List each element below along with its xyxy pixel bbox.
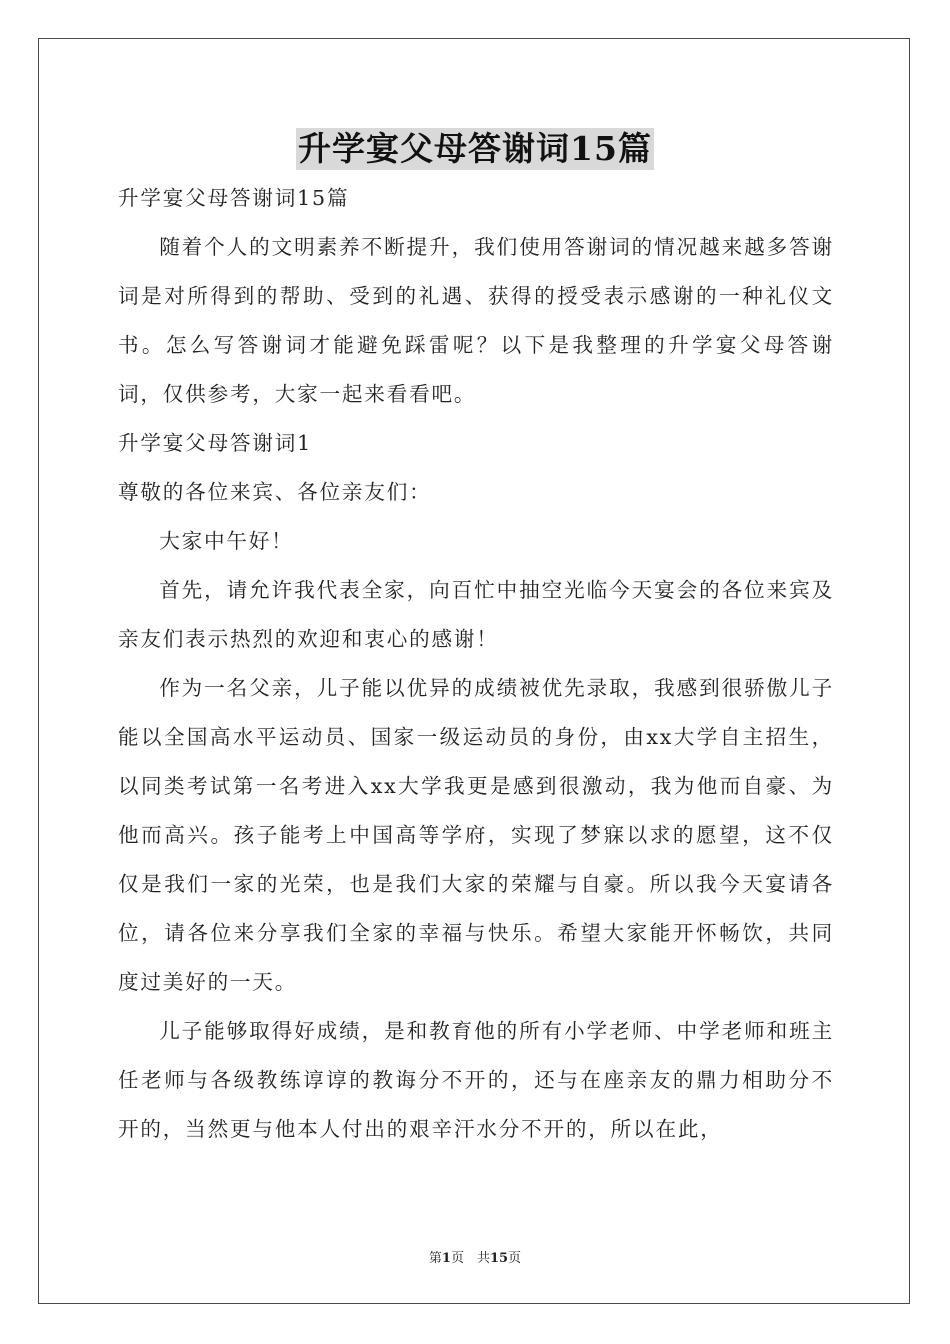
greeting: 大家中午好！ [159,529,294,553]
subtitle-line: 升学宴父母答谢词15篇 [118,186,350,210]
title-container [0,128,950,170]
footer-middle: 页 共 [450,1251,490,1266]
salutation: 尊敬的各位来宾、各位亲友们： [118,480,432,504]
footer-page-number: 1 [441,1251,451,1266]
body-paragraph-2: 作为一名父亲，儿子能以优异的成绩被优先录取，我感到很骄傲儿子能以全国高水平运动员、国家一级运动员的身份，由xx大学自主招生，以同类考试第一名考进入xx大学我更是感到很激动，我为他而自豪、为他而高兴。孩子能考上中国高等学府，实现了梦寐以求的愿望，这不仅仅是我们一家的光荣，也是我们大家的荣耀与自豪。所以我今天宴请各位，请各位来分享我们全家的幸福与快乐。希望大家能开怀畅饮，共同度过美好的一天。 [118,676,834,994]
body-paragraph-3: 儿子能够取得好成绩，是和教育他的所有小学老师、中学老师和班主任老师与各级教练谆谆的教诲分不开的，还与在座亲友的鼎力相助分不开的，当然更与他本人付出的艰辛汗水分不开的，所以在此， [118,1019,834,1141]
footer-total-pages: 15 [489,1251,509,1266]
footer-prefix: 第 [428,1251,442,1266]
intro-paragraph: 随着个人的文明素养不断提升，我们使用答谢词的情况越来越多答谢词是对所得到的帮助、受到的礼遇、获得的授受表示感谢的一种礼仪文书。怎么写答谢词才能避免踩雷呢？以下是我整理的升学宴父母答谢词，仅供参考，大家一起来看看吧。 [118,235,834,406]
footer-suffix: 页 [508,1251,522,1266]
body-paragraph-1: 首先，请允许我代表全家，向百忙中抽空光临今天宴会的各位来宾及亲友们表示热烈的欢迎和衷心的感谢！ [118,578,834,651]
section-heading: 升学宴父母答谢词1 [118,431,313,455]
document-title: 升学宴父母答谢词15篇 [298,129,652,168]
page-footer [0,1247,950,1266]
